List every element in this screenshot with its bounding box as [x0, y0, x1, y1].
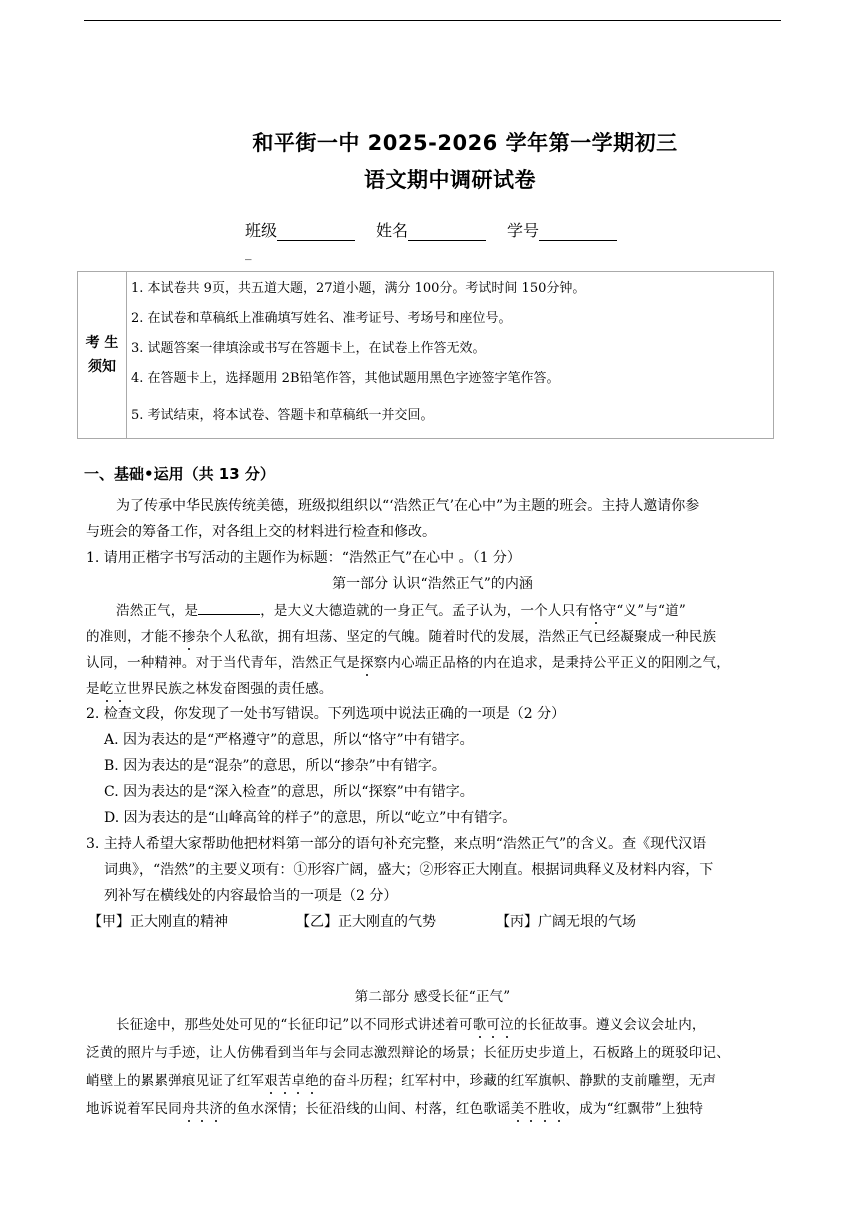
name-blank[interactable]	[408, 222, 486, 241]
header-rule	[84, 20, 781, 21]
part2-line: 地诉说着军民同舟共济的鱼水深情；长征沿线的山间、村落，红色歌谣美不胜收，成为“红飘带”上独特	[86, 1101, 704, 1117]
part1-line: 的准则，才能不掺杂个人私欲，拥有坦荡、坚定的气魄。随着时代的发展，浩然正气已经凝聚成一种民族	[86, 629, 717, 645]
notice-rule: 3. 试题答案一律填涂或书写在答题卡上，在试卷上作答无效。	[131, 341, 486, 356]
q3-option-bing[interactable]: 【丙】广阔无垠的气场	[496, 914, 636, 930]
part2-line: 泛黄的照片与手迹，让人仿佛看到当年与会同志激烈辩论的场景；长征历史步道上，石板路上的斑驳印记、	[86, 1045, 730, 1061]
id-label: 学号	[507, 221, 540, 240]
q2-option-d[interactable]: D. 因为表达的是“山峰高耸的样子”的意思，所以“屹立”中有错字。	[104, 810, 517, 826]
class-field[interactable]	[245, 218, 355, 241]
notice-rule: 1. 本试卷共 9页，共五道大题，27道小题，满分 100分。考试时间 150分钟。	[131, 281, 586, 296]
part2-line: 峭壁上的累累弹痕见证了红军艰苦卓绝的奋斗历程；红军村中，珍藏的红军旗帜、静默的支前雕塑，无声	[86, 1073, 717, 1089]
notice-rule: 5. 考试结束，将本试卷、答题卡和草稿纸一并交回。	[131, 408, 434, 423]
question-2: 2. 检查文段，你发现了一处书写错误。下列选项中说法正确的一项是（2 分）	[86, 706, 566, 722]
part1-line: 是屹立世界民族之林发奋图强的责任感。	[86, 681, 333, 697]
question-3-cont: 列补写在横线处的内容最恰当的一项是（2 分）	[104, 888, 398, 904]
q3-option-yi[interactable]: 【乙】正大刚直的气势	[296, 914, 436, 930]
question-1: 1. 请用正楷字书写活动的主题作为标题：“浩然正气”在心中 。（1 分）	[86, 550, 521, 566]
name-label: 姓名	[376, 221, 409, 240]
notice-heading	[78, 272, 127, 439]
exam-title-line1: 和平街一中 2025-2026 学年第一学期初三	[252, 131, 678, 155]
part2-title: 第二部分 感受长征“正气”	[354, 989, 511, 1005]
notice-rules	[127, 272, 774, 439]
q3-option-jia[interactable]: 【甲】正大刚直的精神	[88, 914, 228, 930]
notice-table	[77, 271, 774, 439]
part1-line: 浩然正气，是 ，是大义大德造就的一身正气。孟子认为，一个人只有恪守“义”与“道”	[116, 599, 686, 619]
part1-line: 认同，一种精神。对于当代青年，浩然正气是探察内心端正品格的内在追求，是秉持公平正义的阳刚之气，	[86, 655, 730, 671]
intro-line: 为了传承中华民族传统美德，班级拟组织以“‘浩然正气’在心中”为主题的班会。主持人邀请你参	[116, 498, 700, 514]
q2-option-a[interactable]: A. 因为表达的是“严格遵守”的意思，所以“恪守”中有错字。	[104, 732, 474, 748]
notice-heading-line1: 考 生	[85, 335, 119, 351]
part1-title: 第一部分 认识“浩然正气”的内涵	[332, 576, 533, 592]
q2-option-b[interactable]: B. 因为表达的是“混杂”的意思，所以“掺杂”中有错字。	[104, 758, 446, 774]
q2-option-c[interactable]: C. 因为表达的是“深入检查”的意思，所以“探察”中有错字。	[104, 784, 474, 800]
part2-line: 长征途中，那些处处可见的“长征印记”以不同形式讲述着可歌可泣的长征故事。遵义会议会址内，	[116, 1017, 706, 1033]
section-heading: 一、基础•运用（共 13 分）	[84, 465, 275, 483]
name-field[interactable]	[376, 218, 486, 241]
question-3-cont: 词典》，“浩然”的主要义项有：①形容广阔，盛大；②形容正大刚直。根据词典释义及材料内容，下	[104, 862, 714, 878]
stray-dash: _	[245, 246, 252, 261]
exam-title-line2: 语文期中调研试卷	[364, 168, 536, 192]
intro-line: 与班会的筹备工作，对各组上交的材料进行检查和修改。	[86, 524, 436, 540]
notice-rule: 2. 在试卷和草稿纸上准确填写姓名、准考证号、考场号和座位号。	[131, 311, 512, 326]
class-blank[interactable]	[277, 222, 355, 241]
notice-heading-line2: 须知	[88, 359, 116, 375]
question-3: 3. 主持人希望大家帮助他把材料第一部分的语句补充完整，来点明“浩然正气”的含义。查《现代汉语	[86, 836, 707, 852]
notice-rule: 4. 在答题卡上，选择题用 2B铅笔作答，其他试题用黑色字迹签字笔作答。	[131, 371, 560, 386]
id-blank[interactable]	[539, 222, 617, 241]
id-field[interactable]	[507, 218, 617, 241]
answer-blank[interactable]	[198, 600, 260, 615]
class-label: 班级	[245, 221, 278, 240]
